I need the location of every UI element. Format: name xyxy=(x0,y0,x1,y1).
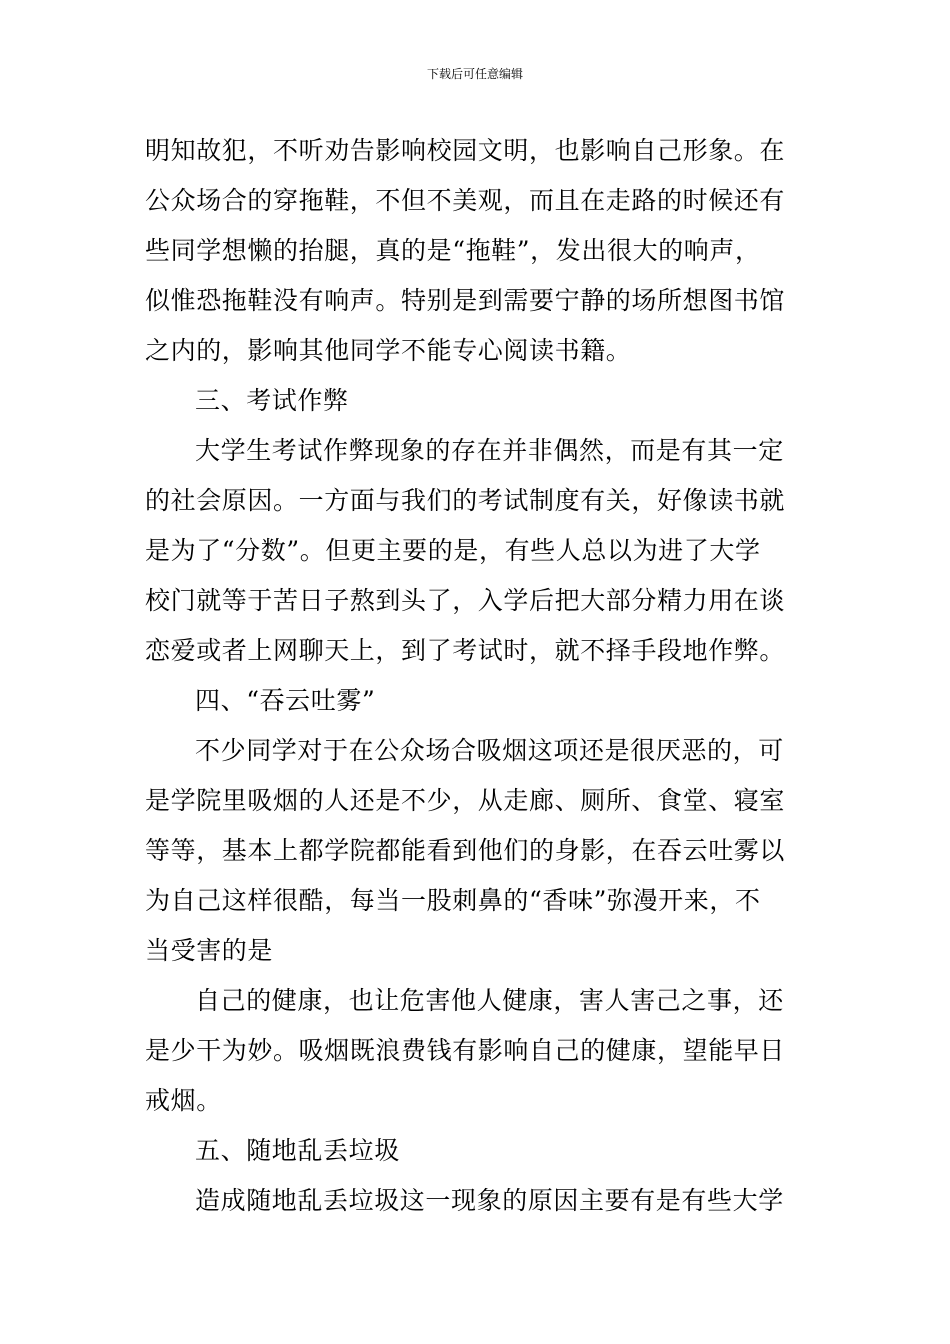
text-line-5: 之内的，影响其他同学不能专心阅读书籍。 xyxy=(145,336,632,365)
text-line-8: 的社会原因。一方面与我们的考试制度有关，好像读书就 xyxy=(145,486,786,515)
text-line-18: 自己的健康，也让危害他人健康，害人害己之事，还 xyxy=(195,986,784,1015)
text-line-13: 不少同学对于在公众场合吸烟这项还是很厌恶的，可 xyxy=(195,736,784,765)
section-heading-exam-cheating: 三、考试作弊 xyxy=(195,386,349,415)
text-line-1: 明知故犯，不听劝告影响校园文明，也影响自己形象。在 xyxy=(145,136,786,165)
text-line-14: 是学院里吸烟的人还是不少，从走廊、厕所、食堂、寝室 xyxy=(145,786,786,815)
text-line-19: 是少干为妙。吸烟既浪费钱有影响自己的健康，望能早日 xyxy=(145,1036,786,1065)
section-heading-littering: 五、随地乱丢垃圾 xyxy=(195,1136,400,1165)
section-heading-smoking: 四、“吞云吐雾” xyxy=(195,686,376,715)
text-line-17: 当受害的是 xyxy=(145,936,274,965)
text-line-15: 等等，基本上都学院都能看到他们的身影，在吞云吐雾以 xyxy=(145,836,786,865)
text-line-9: 是为了“分数”。但更主要的是，有些人总以为进了大学 xyxy=(145,536,761,565)
text-line-22: 造成随地乱丢垃圾这一现象的原因主要有是有些大学 xyxy=(195,1186,784,1215)
text-line-20: 戒烟。 xyxy=(145,1086,222,1115)
text-line-10: 校门就等于苦日子熬到头了，入学后把大部分精力用在谈 xyxy=(145,586,786,615)
text-line-16: 为自己这样很酷，每当一股刺鼻的“香味”弥漫开来，不 xyxy=(145,886,761,915)
text-line-11: 恋爱或者上网聊天上，到了考试时，就不择手段地作弊。 xyxy=(145,636,786,665)
text-line-2: 公众场合的穿拖鞋，不但不美观，而且在走路的时候还有 xyxy=(145,186,786,215)
text-line-3: 些同学想懒的抬腿，真的是“拖鞋”，发出很大的响声， xyxy=(145,236,761,265)
text-line-7: 大学生考试作弊现象的存在并非偶然，而是有其一定 xyxy=(195,436,784,465)
document-body xyxy=(145,126,810,1226)
page-header: 下载后可任意编辑 xyxy=(426,67,523,81)
text-line-4: 似惟恐拖鞋没有响声。特别是到需要宁静的场所想图书馆 xyxy=(145,286,786,315)
